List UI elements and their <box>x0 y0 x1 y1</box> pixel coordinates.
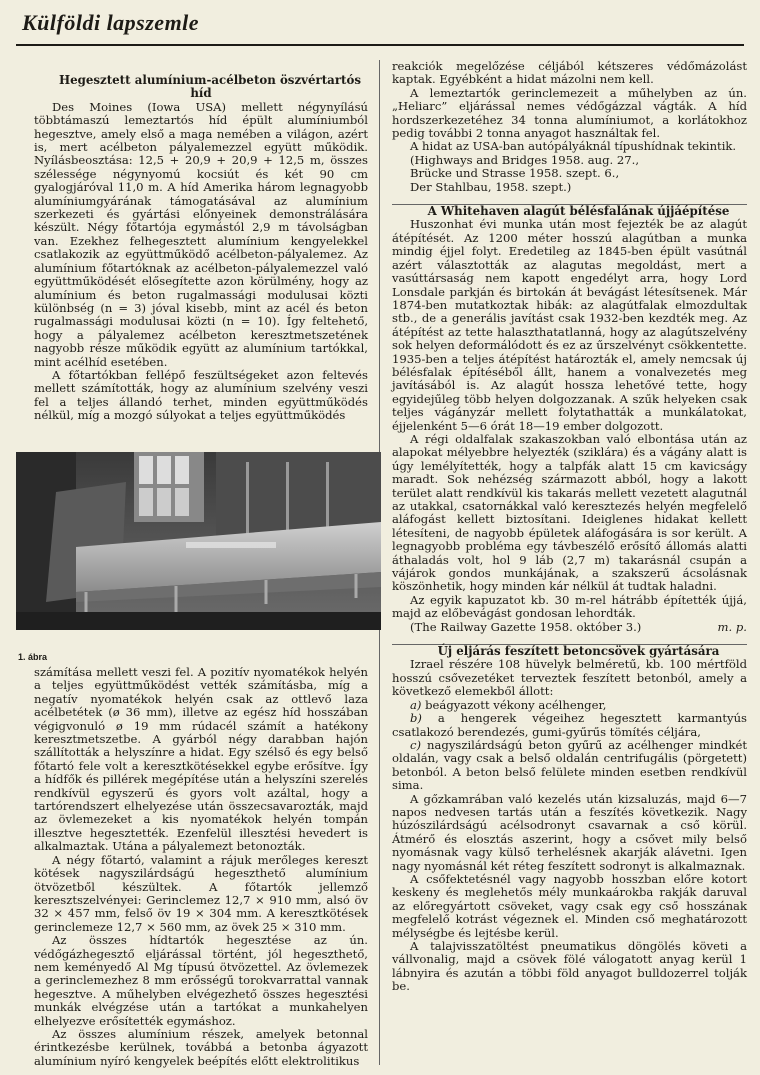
article2-paragraph: Az egyik kapuzatot kb. 30 m-rel hátrább építették újjá, majd az előbevágást gondosan lehordták. <box>392 592 747 621</box>
list-text: beágyazott vékony acélhenger, <box>425 697 607 712</box>
figure-caption: 1. ábra <box>18 652 48 662</box>
article3-title: Új eljárás feszített betoncsövek gyártására <box>437 644 720 659</box>
article1-paragraph: A lemeztartók gerinclemezeit a műhelyben az ún. „Heliarc” eljárással nemes védőgázzal vágták. A híd hordszerkezetéhez 34 tonna alumíniumot, a korlátokhoz pedig további 2 tonna anyagot használtak fel. <box>392 85 747 141</box>
article1-paragraph: Az összes alumínium részek, amelyek betonnal érintkezésbe kerülnek, továbbá a betonba ágyazott alumínium nyíró kengyelek beépítés előtt elektrolitikus <box>34 1026 368 1068</box>
article2-source-line <box>392 621 747 634</box>
article3-list-item <box>392 739 747 793</box>
article1-paragraph: számítása mellett veszi fel. A pozitív nyomatékok helyén a teljes együttműködést vették számításba, míg a negatív nyomatékok helyén csak az ottlevő laza acélbetétek (ø 36 mm), illetve az egész híd hosszában végigvonuló ø 19 mm rúdacél számít a hatékony keresztmetszetbe. A gyárból négy darabban hajón szállították a helyszínre a hidat. Egy szélső és egy belső főtartó fele volt a keresztkötésekkel egybe erősítve. Így a hídfők és pillérek megépítése után a helyszíni szerelés rendkívül egyszerű és gyors volt azáltal, hogy a tartórendszert elhelyezése után összecsavarozták, majd az övlemezeket a kis nyomatékok helyén tompán illesztve hegesztették. Ezenfelül illesztési hevedert is alkalmaztak. Utána a pályalemezt betonozták. <box>34 665 368 854</box>
list-marker: c) <box>410 737 422 752</box>
list-marker: b) <box>410 711 422 726</box>
list-text: a hengerek végeihez hegesztett karmantyús csatlakozó berendezés, gumi-gyűrűs tömítés céljára, <box>392 711 748 739</box>
article2-signature: m. p. <box>717 619 747 634</box>
article2-title: A Whitehaven alagút bélésfalának újjáépítése <box>427 204 730 219</box>
article1-title: Hegesztett alumínium-acélbeton öszvértartós híd <box>58 73 361 101</box>
right-column <box>392 60 747 994</box>
article3-list-item <box>392 712 747 739</box>
left-column-top <box>34 74 368 423</box>
article1-paragraph: Des Moines (Iowa USA) mellett négynyílású többtámaszú lemeztartós híd épült alumíniumból hegesztve, amely első a maga nemében a világon, azért is, mert acélbeton pályalemezzel együtt működik. Nyílásbeosztása: 12,5 + 20,9 + 20,9 + 12,5 m, összes szélessége négynyomú kocsiút és két 90 cm gyalogjáróval 11,0 m. A híd Amerika három legnagyobb alumíniumgyárának támogatásával az alumínium szerkezeti és gyártási előnyeinek demonstrálására készült. Négy főtartója egymástól 2,9 m távolságban van. Ezekhez felhegesztett alumínium kengyelekkel csatlakozik az együttműködő acélbeton-pályalemez. Az alumínium főtartóknak az acélbeton-pályalemezzel való együttműködését elősegítette azon körülmény, hogy az alumínium és beton rugalmassági modulusai közti különbség (n = 3) jóval kisebb, mint az acél és beton rugalmassági modulusai közti (n = 10). Így feltehető, hogy a pályalemez acélbeton keresztmetszetének nagyobb része működik együtt az alumínium tartókkal, mint acélhíd esetében. <box>34 99 368 369</box>
article1-paragraph: A négy főtartó, valamint a rájuk merőleges kereszt kötések nagyszilárdságú hegeszthető alumínium ötvözetből készültek. A főtartók jellemző keresztszelvényei: Gerinclemez 12,7 × 910 mm, alsó öv 32 × 457 mm, felső öv 19 × 304 mm. A keresztkötések gerinclemeze 12,7 × 560 mm, az övek 25 × 310 mm. <box>34 852 368 934</box>
article1-paragraph: A főtartókban fellépő feszültségeket azon feltevés mellett számították, hogy az alumínium szelvény veszi fel a teljes állandó terhet, minden együttműködés nélkül, míg a mozgó súlyokat a teljes együttműködés <box>34 367 368 423</box>
article3-paragraph: A csőfektetésnél vagy nagyobb hosszban előre kotort keskeny és meglehetős mély munkaárokba rakják daruval az előregyártott csöveket, vagy csak egy cső hosszának megfelelő kotrást végeznek el. Minden cső meghatározott mélységbe és lejtésbe kerül. <box>392 871 747 940</box>
article3-intro: Izrael részére 108 hüvelyk belméretű, kb. 100 mértföld hosszú csővezetéket terveztek feszített betonból, amely a következő elemekből állott: <box>392 657 747 699</box>
article1-paragraph: reakciók megelőzése céljából kétszeres védőmázolást kaptak. Egyébként a hidat mázolni nem kell. <box>392 59 747 87</box>
article1-reference: Der Stahlbau, 1958. szept.) <box>410 179 572 194</box>
article1-paragraph: A hidat az USA-ban autópályáknál típushídnak tekintik. <box>410 139 737 154</box>
header-rule <box>16 44 744 46</box>
article2-source: (The Railway Gazette 1958. október 3.) <box>410 619 642 634</box>
bridge-photo-image <box>16 452 381 630</box>
article1-reference: Brücke und Strasse 1958. szept. 6., <box>410 166 620 181</box>
article1-paragraph: Az összes hídtartók hegesztése az ún. védőgázhegesztő eljárással történt, jól hegeszthető, nem keményedő Al Mg típusú ötvözettel. Az övlemezek a gerinclemezhez 8 mm erősségű torokvarrattal vannak hegesztve. A műhelyben elvégezhető összes hegesztési munkák elvégzése után a tartókat a munkahelyen elhelyezve erősítették egymáshoz. <box>34 933 368 1028</box>
article3-paragraph: A talajvisszatöltést pneumatikus döngölés követi a vállvonalig, majd a csövek fölé válogatott anyag kerül 1 lábnyira és azután a többi föld anyagot bulldozerrel tolják be. <box>392 939 747 994</box>
bridge-photo <box>16 452 381 630</box>
article3-paragraph: A gőzkamrában való kezelés után kizsaluzás, majd 6—7 napos nedvesen tartás után a feszítés következik. Nagy húzószilárdságú acélsodronyt csavarnak a cső körül. Átmérő és elosztás aszerint, hogy a csővet mily belső nyomásnak vagy külső terhelésnek akarják alávetni. Igen nagy nyomásnál két réteg feszített sodronyt is alkalmaznak. <box>392 791 747 873</box>
left-column-bottom <box>34 666 368 1068</box>
page-header: Külföldi lapszemle <box>22 10 200 35</box>
list-text: nagyszilárdságú beton gyűrű az acélhenger mindkét oldalán, vagy csak a belső oldalán centrifugális (pörgetett) betonból. A beton belső felülete minden esetben rendkívül sima. <box>392 737 748 793</box>
article2-paragraph: A régi oldalfalak szakaszokban való elbontása után az alapokat mélyebbre helyezték (sziklára) és a vágány alatt is úgy lemélyítették, hogy a talpfák alatt 15 cm kavicságy maradt. Sok nehézség származott abból, hogy a lakott terület alatt rendkívül kis takarás mellett vezetett alagutnál az utakkal, csatornákkal való keresztezés helyén megfelelő aláfogást kellett biztosítani. Ideiglenes hidakat kellett létesíteni, de nagyobb épületek aláfogására is sor került. A legnagyobb probléma egy távbeszélő erősítő állomás alatti áthaladás volt, hol 9 láb (2,7 m) takarásnál csupán a vájárok gondos munkájának, a szakszerű ácsolásnak köszönhetik, hogy minden kár nélkül át tudtak haladni. <box>392 431 747 594</box>
article2-paragraph: Huszonhat évi munka után most fejezték be az alagút átépítését. Az 1200 méter hosszú alagútban a munka mindig éjjel folyt. Eredetileg az 1845-ben épült vasútnál azért választották az alagutas megoldást, mert a vasúttársaság nem kapott engedélyt arra, hogy Lord Lonsdale parkján és birtokán át bevágást létesítsenek. Már 1874-ben mutatkoztak hibák: az alagútfalak elmozdultak stb., de a generális javítást csak 1932-ben kezdték meg. Az átépítést az tette halaszthatatlanná, hogy az alagútszelvény sok helyen deformálódott és ez az űrszelvényt csökkentette. 1935-ben a teljes átépítést határozták el, amely nemcsak új bélésfalak építéséből állt, hanem a vonalvezetés meg javításából is. Az alagút hossza lehetővé tette, hogy egyidejűleg több helyen dolgozzanak. A szűk helyeken csak teljes vágányzár mellett folytathatták a munkálatokat, éjjelenként 5—6 órát 18—19 ember dolgozott. <box>392 217 747 433</box>
list-marker: a) <box>410 697 422 712</box>
article3-list-item <box>392 699 747 712</box>
article1-reference: (Highways and Bridges 1958. aug. 27., <box>410 152 640 167</box>
